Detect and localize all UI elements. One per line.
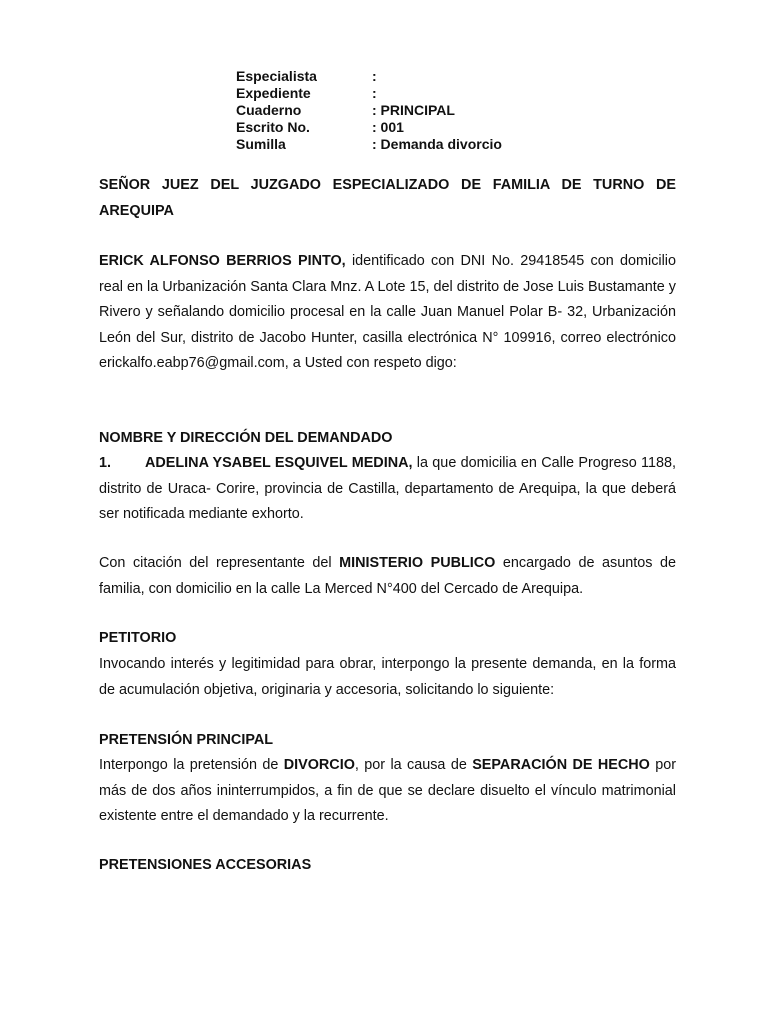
defendant-heading: NOMBRE Y DIRECCIÓN DEL DEMANDADO [99,430,393,446]
petitorio-heading: PETITORIO [99,630,177,646]
intro-paragraph [99,249,676,377]
header-row-expediente [236,85,502,102]
header-label: Escrito No. [236,119,310,135]
main-claim-pre: Interpongo la pretensión de [99,757,284,773]
ministry-paragraph [99,551,676,602]
ministry-pre: Con citación del representante del [99,555,340,571]
main-claim-mid: , por la causa de [354,757,473,773]
defendant-number: 1. [99,455,112,471]
defendant-name: ADELINA YSABEL ESQUIVEL MEDINA, [145,455,413,471]
header-label: Expediente [236,85,311,101]
accessory-claims-heading: PRETENSIONES ACCESORIAS [99,857,312,873]
header-row-escrito [236,119,502,136]
ministry-bold: MINISTERIO PUBLICO [339,555,496,571]
header-value: : [372,85,377,101]
header-value: : PRINCIPAL [372,102,455,118]
header-label: Sumilla [236,136,286,152]
petitorio-text: Invocando interés y legitimidad para obrar, interpongo la presente demanda, en la forma de acumulación objetiva, originaria y accesoria, solicitando lo siguiente: [99,656,676,698]
main-claim-cause: SEPARACIÓN DE HECHO [472,757,650,773]
header-value: : Demanda divorcio [372,136,502,152]
header-label: Especialista [236,68,317,84]
header-value: : 001 [372,119,404,135]
main-claim-heading: PRETENSIÓN PRINCIPAL [99,732,274,748]
header-value: : [372,68,377,84]
header-row-sumilla [236,136,502,153]
defendant-paragraph [99,451,676,528]
ministry-post: encargado de asuntos de familia, con domicilio en la calle La Merced N°400 del Cercado de Arequipa. [99,555,676,597]
header-row-cuaderno [236,102,502,119]
addressee: SEÑOR JUEZ DEL JUZGADO ESPECIALIZADO DE FAMILIA DE TURNO DE AREQUIPA [99,177,676,219]
defendant-text: la que domicilia en Calle Progreso 1188, distrito de Uraca- Corire, provincia de Castilla, departamento de Arequipa, la que deberá ser notificada mediante exhorto. [99,455,676,522]
main-claim-divorce: DIVORCIO [283,757,355,773]
intro-text: identificado con DNI No. 29418545 con domicilio real en la Urbanización Santa Clara Mnz. A Lote 15, del distrito de Jose Luis Bustamante y Rivero y señalando domicilio procesal en la calle Juan Manuel Polar B- 32, Urbanización León del Sur, distrito de Jacobo Hunter, casilla electrónica N° 109916, correo electrónico erickalfo.eabp76@gmail.com, a Usted con respeto digo: [99,253,676,371]
header-row-especialista [236,68,502,85]
plaintiff-name: ERICK ALFONSO BERRIOS PINTO, [99,253,346,269]
main-claim-paragraph [99,753,676,830]
header-label: Cuaderno [236,102,302,118]
case-header [236,68,502,153]
main-claim-post: por más de dos años ininterrumpidos, a fin de que se declare disuelto el vínculo matrimonial existente entre el demandado y la recurrente. [99,757,676,824]
